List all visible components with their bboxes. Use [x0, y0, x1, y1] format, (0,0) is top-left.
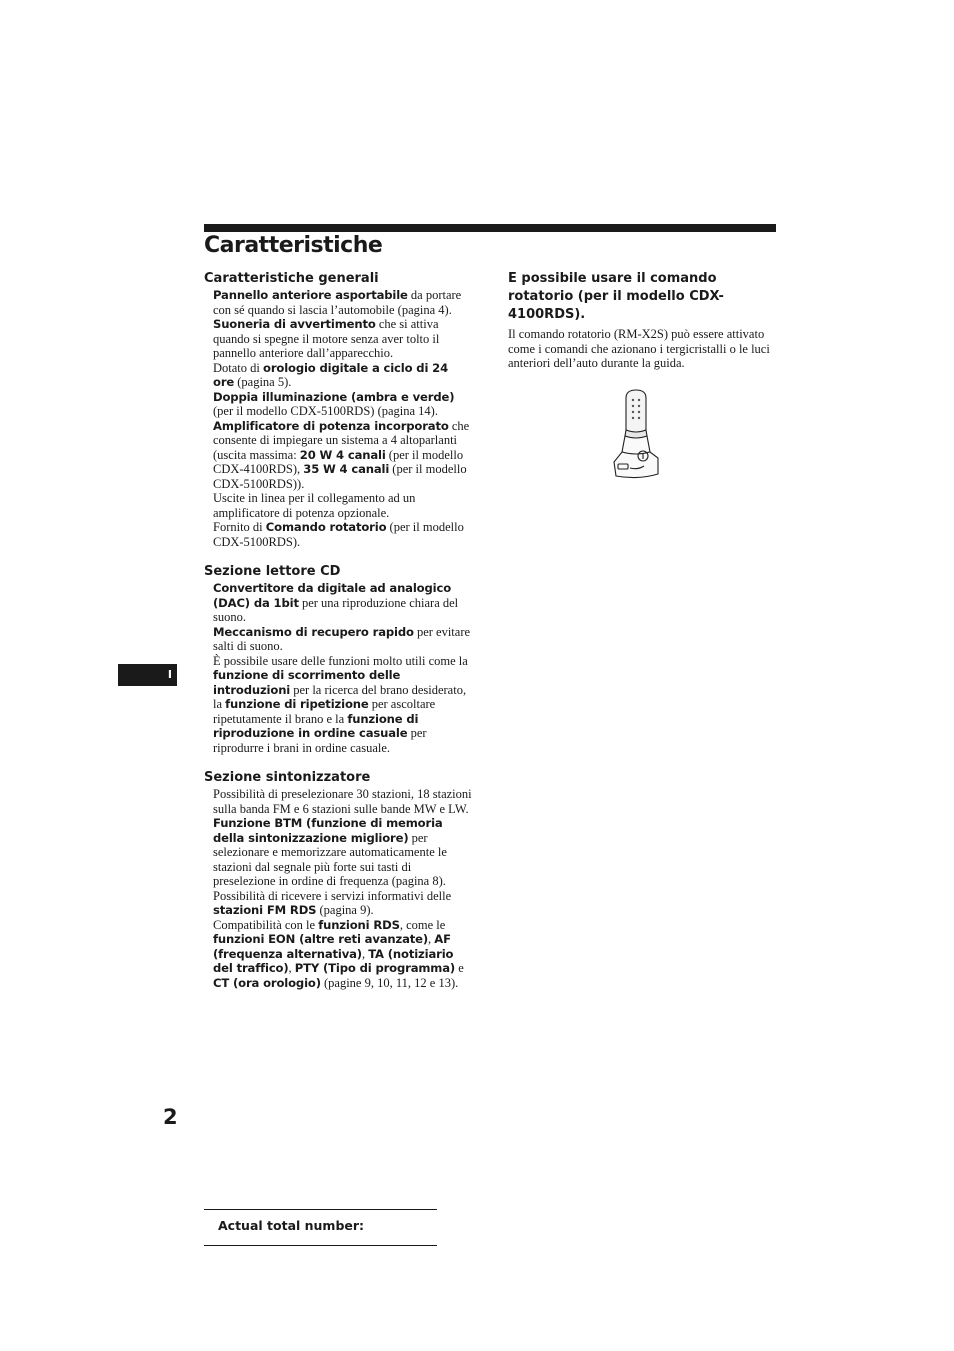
- feature-item: [213, 889, 472, 918]
- feature-text: Dotato di: [213, 360, 263, 375]
- bold-feature-text: Amplificatore di potenza incorporato: [213, 418, 449, 433]
- feature-item: [213, 317, 472, 361]
- feature-item: [213, 625, 472, 654]
- bold-feature-text: orologio digitale a ciclo di 24 ore: [213, 360, 448, 389]
- feature-text: (per il modello CDX-5100RDS) (pagina 14).: [213, 404, 438, 418]
- feature-item: [213, 520, 472, 549]
- bold-feature-text: Suoneria di avvertimento: [213, 317, 376, 331]
- bold-feature-text: Comando rotatorio: [265, 520, 387, 534]
- feature-text: e: [455, 961, 464, 975]
- feature-text: Fornito di: [213, 520, 266, 534]
- section-cd-player: [204, 563, 472, 755]
- feature-text: ,: [428, 932, 435, 946]
- feature-text: (pagina 5).: [234, 375, 292, 389]
- section-heading: Sezione lettore CD: [204, 564, 341, 579]
- footer-label: Actual total number:: [218, 1218, 365, 1233]
- bold-feature-text: funzione di ripetizione: [225, 697, 369, 711]
- feature-text: che si attiva quando si spegne il motore senza aver tolto il pannello anteriore dall’apparecchio.: [213, 317, 440, 360]
- bold-feature-text: funzione di scorrimento delle introduzioni: [213, 668, 401, 697]
- bold-feature-text: Pannello anteriore asportabile: [213, 288, 408, 302]
- page-title: Caratteristiche: [204, 233, 383, 258]
- feature-text: , come le: [399, 917, 446, 932]
- feature-text: Compatibilità con le: [213, 917, 319, 932]
- feature-text: Possibilità di preselezionare 30 stazioni, 18 stazioni sulla banda FM e 6 stazioni sulle bande MW e LW.: [213, 787, 472, 816]
- bold-feature-text: PTY (Tipo di programma): [294, 961, 456, 975]
- feature-item: [213, 390, 472, 419]
- bold-feature-text: Meccanismo di recupero rapido: [213, 624, 414, 639]
- feature-text: Uscite in linea per il collegamento ad un amplificatore di potenza opzionale.: [213, 491, 416, 520]
- feature-item: [213, 787, 472, 816]
- bold-feature-text: stazioni FM RDS: [213, 903, 317, 917]
- feature-text: da portare con sé quando si lascia l’automobile (pagina 4).: [213, 288, 462, 317]
- footer-box: [204, 1209, 437, 1246]
- language-tab: I: [118, 664, 177, 686]
- feature-text: Possibilità di ricevere i servizi informativi delle: [213, 888, 452, 903]
- feature-text: per ascoltare ripetutamente il brano e la: [213, 697, 436, 726]
- feature-item: [213, 654, 472, 756]
- rotary-commander-illustration: [610, 388, 666, 484]
- feature-text: per la ricerca del brano desiderato, la: [213, 682, 467, 711]
- feature-item: [213, 581, 472, 625]
- bold-feature-text: 20 W 4 canali: [299, 447, 386, 462]
- right-column: [508, 270, 776, 371]
- bold-feature-text: TA (notiziario del traffico): [213, 946, 454, 975]
- feature-list: [204, 288, 472, 549]
- bold-feature-text: Doppia illuminazione (ambra e verde): [213, 389, 455, 404]
- bold-feature-text: AF (frequenza alternativa): [213, 932, 451, 961]
- feature-text: (per il modello CDX-5100RDS).: [213, 520, 464, 549]
- feature-text: È possibile usare delle funzioni molto utili come la: [213, 653, 468, 668]
- feature-item: [213, 491, 472, 520]
- section-tuner: [204, 769, 472, 990]
- section-general-features: [204, 270, 472, 549]
- feature-text: (per il modello CDX-5100RDS)).: [213, 462, 467, 491]
- rotary-commander-heading: E possibile usare il comando rotatorio (per il modello CDX-4100RDS).: [508, 271, 724, 322]
- feature-text: ,: [288, 961, 295, 975]
- bold-feature-text: funzione di riproduzione in ordine casuale: [213, 711, 419, 740]
- section-heading: Sezione sintonizzatore: [204, 770, 371, 785]
- feature-item: [213, 288, 472, 317]
- bold-feature-text: 35 W 4 canali: [303, 462, 390, 476]
- bold-feature-text: funzioni EON (altre reti avanzate): [213, 932, 429, 946]
- feature-item: [213, 816, 472, 889]
- feature-text: per selezionare e memorizzare automaticamente le stazioni dal segnale più forte sui tasti di preselezione in ordine di frequenza (pagina 8).: [213, 830, 447, 888]
- feature-item: [213, 419, 472, 492]
- feature-item: [213, 918, 472, 991]
- feature-text: che consente di impiegare un sistema a 4 altoparlanti (uscita massima:: [213, 418, 470, 462]
- bold-feature-text: CT (ora orologio): [213, 975, 321, 990]
- left-column: [204, 270, 472, 1004]
- feature-list: [204, 581, 472, 755]
- feature-text: ,: [361, 946, 369, 961]
- bold-feature-text: Convertitore da digitale ad analogico (DAC) da 1bit: [213, 581, 452, 610]
- feature-text: per evitare salti di suono.: [213, 624, 471, 653]
- bold-feature-text: funzioni RDS: [318, 917, 400, 932]
- feature-item: [213, 361, 472, 390]
- page-number: 2: [163, 1105, 178, 1129]
- section-heading: Caratteristiche generali: [204, 271, 379, 286]
- feature-text: per una riproduzione chiara del suono.: [213, 595, 459, 624]
- feature-text: (per il modello CDX-4100RDS),: [213, 447, 464, 476]
- feature-text: (pagine 9, 10, 11, 12 e 13).: [320, 975, 459, 990]
- feature-text: (pagina 9).: [316, 903, 374, 917]
- bold-feature-text: Funzione BTM (funzione di memoria della sintonizzazione migliore): [213, 816, 443, 845]
- rotary-commander-text: Il comando rotatorio (RM-X2S) può essere attivato come i comandi che azionano i tergicristalli o le luci anteriori dell’auto durante la guida.: [508, 327, 770, 370]
- feature-text: per riprodurre i brani in ordine casuale.: [213, 726, 427, 755]
- feature-list: [204, 787, 472, 990]
